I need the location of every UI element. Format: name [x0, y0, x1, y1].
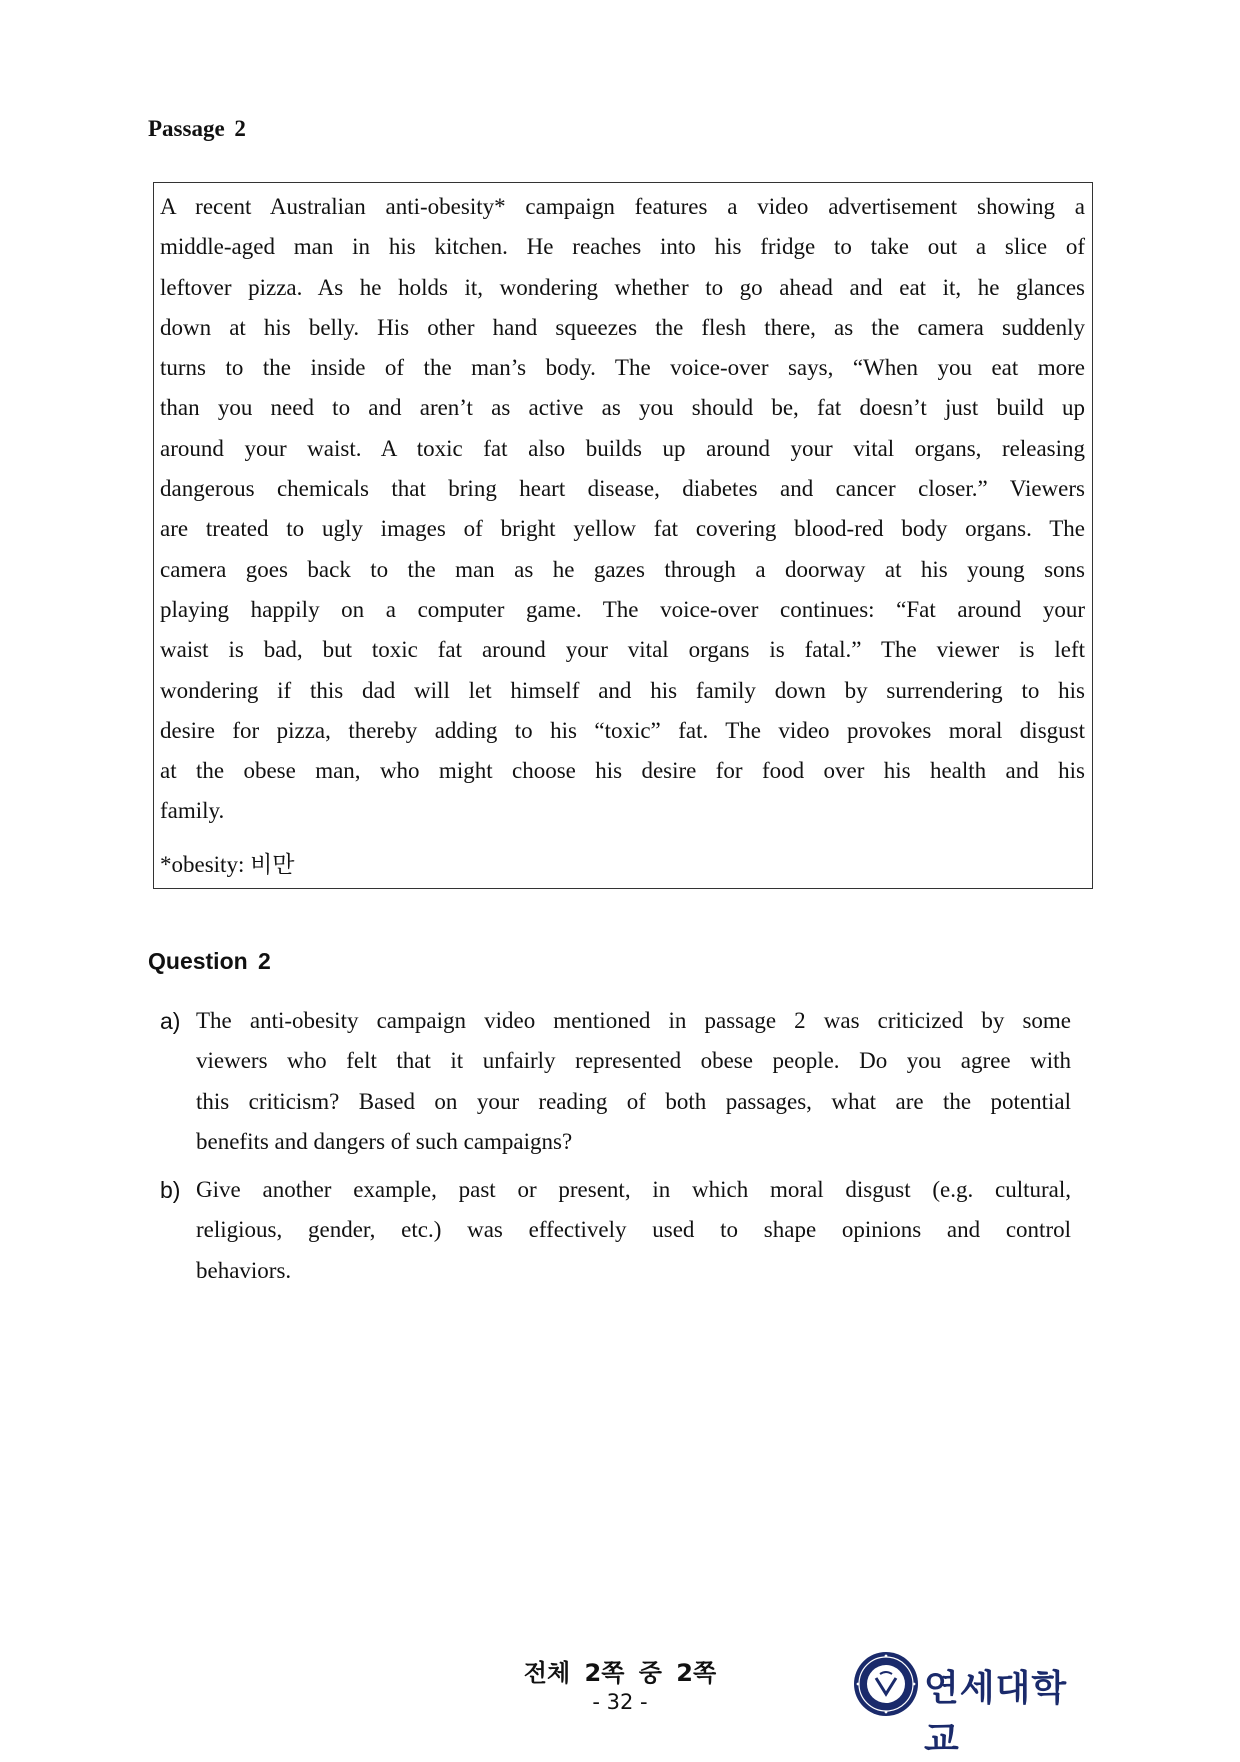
- question-line: Give another example, past or present, in which moral disgust (e.g. cultural,: [196, 1177, 1071, 1203]
- question-marker: a): [160, 1008, 181, 1034]
- passage-line: playing happily on a computer game. The voice-over continues: “Fat around your: [160, 596, 1085, 622]
- passage-line: wondering if this dad will let himself and his family down by surrendering to his: [160, 677, 1085, 703]
- footer-page-number: - 32 -: [592, 1690, 648, 1714]
- passage-heading: Passage 2: [148, 116, 246, 141]
- passage-line: are treated to ugly images of bright yellow fat covering blood-red body organs. The: [160, 516, 1085, 542]
- passage-line: down at his belly. His other hand squeezes the flesh there, as the camera suddenly: [160, 314, 1085, 340]
- question-list: [160, 1005, 1080, 1303]
- passage-line: leftover pizza. As he holds it, wondering whether to go ahead and eat it, he glances: [160, 274, 1085, 300]
- passage-line: than you need to and aren’t as active as you should be, fat doesn’t just build up: [160, 395, 1085, 421]
- passage-line: family.: [160, 798, 225, 824]
- logo-wordmark: 연세대학교: [924, 1668, 1068, 1760]
- question-line: viewers who felt that it unfairly represented obese people. Do you agree with: [196, 1048, 1071, 1074]
- passage-line: dangerous chemicals that bring heart disease, diabetes and cancer closer.” Viewers: [160, 476, 1085, 502]
- passage-line: A recent Australian anti-obesity* campaign features a video advertisement showing a: [160, 194, 1085, 219]
- university-logo: [852, 1650, 1092, 1760]
- passage-line: waist is bad, but toxic fat around your vital organs is fatal.” The viewer is left: [160, 637, 1085, 663]
- passage-line: around your waist. A toxic fat also builds up around your vital organs, releasing: [160, 435, 1085, 461]
- passage-line: at the obese man, who might choose his desire for food over his health and his: [160, 758, 1085, 784]
- question-line: The anti-obesity campaign video mentioned in passage 2 was criticized by some: [196, 1008, 1071, 1033]
- question-line: religious, gender, etc.) was effectively used to shape opinions and control: [196, 1217, 1071, 1243]
- university-seal-icon: [852, 1650, 920, 1718]
- passage-line: desire for pizza, thereby adding to his “toxic” fat. The video provokes moral disgust: [160, 717, 1085, 743]
- question-line: this criticism? Based on your reading of both passages, what are the potential: [196, 1088, 1071, 1114]
- passage-line: middle-aged man in his kitchen. He reaches into his fridge to take out a slice of: [160, 234, 1085, 260]
- passage-line: turns to the inside of the man’s body. The voice-over says, “When you eat more: [160, 355, 1085, 381]
- question-line: behaviors.: [196, 1257, 292, 1283]
- footer-page-info: 전체 2쪽 중 2쪽: [523, 1659, 717, 1687]
- question-marker: b): [160, 1177, 181, 1204]
- question-item: [160, 1005, 1080, 1166]
- question-line: benefits and dangers of such campaigns?: [196, 1128, 573, 1154]
- question-text: [196, 1005, 1071, 1166]
- question-item: [160, 1174, 1080, 1295]
- passage-line: camera goes back to the man as he gazes through a doorway at his young sons: [160, 556, 1085, 582]
- passage-text: [160, 191, 1085, 836]
- question-text: [196, 1174, 1071, 1295]
- passage-footnote: *obesity: 비만: [160, 852, 295, 877]
- question-heading: Question 2: [148, 948, 271, 974]
